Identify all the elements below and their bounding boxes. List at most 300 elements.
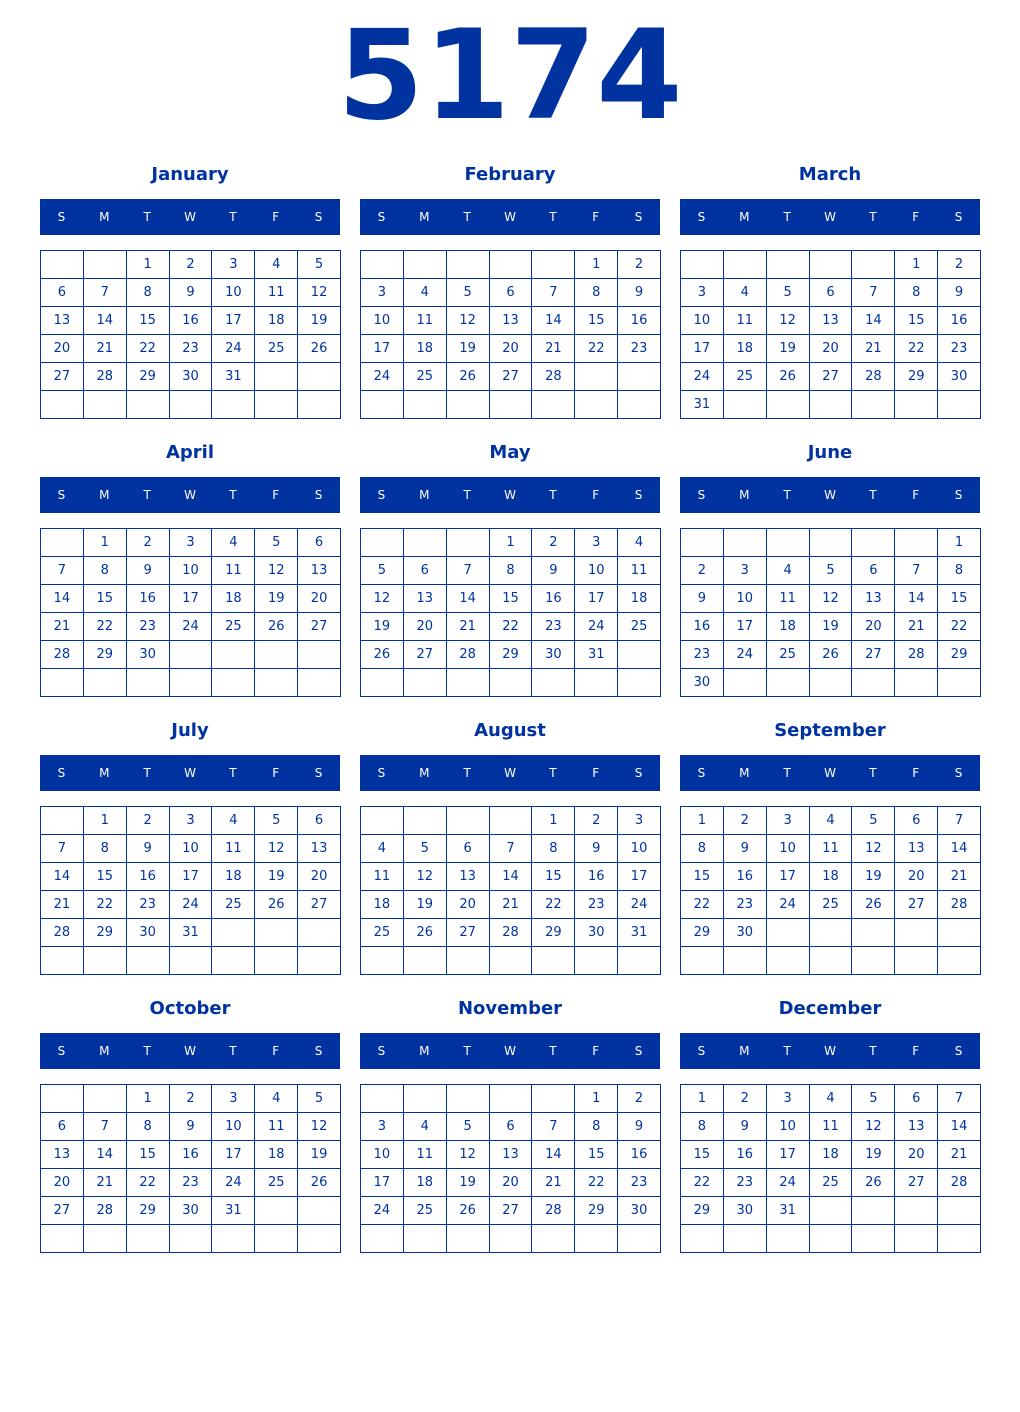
weekday-label: S — [697, 1044, 706, 1058]
empty-day-cell — [41, 947, 84, 975]
day-cell: 13 — [41, 307, 84, 335]
day-cell: 12 — [810, 585, 853, 613]
day-cell: 17 — [361, 335, 404, 363]
month-name: April — [165, 442, 215, 463]
weekday-label: T — [549, 210, 557, 224]
day-cell: 3 — [618, 807, 661, 835]
weekday-label: S — [314, 488, 323, 502]
day-cell: 21 — [41, 613, 84, 641]
day-cell: 17 — [212, 307, 255, 335]
empty-day-cell — [895, 529, 938, 557]
day-cell: 28 — [938, 1169, 981, 1197]
weekday-label: T — [229, 210, 237, 224]
weekday-label: S — [57, 766, 66, 780]
day-cell: 18 — [618, 585, 661, 613]
empty-day-cell — [532, 1225, 575, 1253]
day-cell: 5 — [852, 1085, 895, 1113]
day-cell: 7 — [41, 835, 84, 863]
day-cell: 25 — [810, 1169, 853, 1197]
empty-day-cell — [938, 1197, 981, 1225]
empty-day-cell — [618, 669, 661, 697]
weekday-label: F — [912, 766, 920, 780]
day-grid — [680, 806, 981, 975]
day-cell: 26 — [767, 363, 810, 391]
day-cell: 18 — [255, 1141, 298, 1169]
day-cell: 8 — [575, 1113, 618, 1141]
day-cell: 17 — [681, 335, 724, 363]
empty-day-cell — [575, 1225, 618, 1253]
weekday-label: W — [824, 210, 836, 224]
empty-day-cell — [298, 1197, 341, 1225]
day-cell: 27 — [41, 363, 84, 391]
empty-day-cell — [127, 947, 170, 975]
empty-day-cell — [170, 669, 213, 697]
weekday-label: S — [954, 488, 963, 502]
empty-day-cell — [532, 1085, 575, 1113]
day-cell: 29 — [127, 363, 170, 391]
empty-day-cell — [724, 1225, 767, 1253]
day-cell: 26 — [255, 891, 298, 919]
day-cell: 20 — [298, 585, 341, 613]
day-cell: 11 — [361, 863, 404, 891]
day-cell: 11 — [255, 1113, 298, 1141]
weekday-label: T — [229, 766, 237, 780]
day-cell: 24 — [212, 1169, 255, 1197]
empty-day-cell — [404, 1225, 447, 1253]
day-cell: 4 — [212, 807, 255, 835]
day-cell: 10 — [361, 307, 404, 335]
day-cell: 19 — [255, 863, 298, 891]
day-cell: 15 — [127, 1141, 170, 1169]
day-cell: 4 — [810, 1085, 853, 1113]
day-cell: 25 — [255, 335, 298, 363]
day-cell: 18 — [361, 891, 404, 919]
empty-day-cell — [212, 391, 255, 419]
day-cell: 18 — [212, 863, 255, 891]
day-cell: 15 — [938, 585, 981, 613]
weekday-label: T — [869, 210, 877, 224]
day-cell: 26 — [852, 891, 895, 919]
day-cell: 22 — [490, 613, 533, 641]
day-cell: 10 — [767, 835, 810, 863]
day-cell: 6 — [404, 557, 447, 585]
empty-day-cell — [895, 1197, 938, 1225]
empty-day-cell — [404, 807, 447, 835]
empty-day-cell — [852, 529, 895, 557]
day-cell: 20 — [852, 613, 895, 641]
weekday-label: W — [504, 1044, 516, 1058]
weekday-label: F — [592, 766, 600, 780]
day-grid — [680, 250, 981, 419]
day-cell: 16 — [938, 307, 981, 335]
day-cell: 15 — [575, 1141, 618, 1169]
empty-day-cell — [361, 529, 404, 557]
day-cell: 16 — [532, 585, 575, 613]
weekday-label: T — [229, 1044, 237, 1058]
empty-day-cell — [127, 669, 170, 697]
day-cell: 20 — [404, 613, 447, 641]
weekday-label: S — [634, 210, 643, 224]
day-cell: 21 — [447, 613, 490, 641]
day-cell: 21 — [84, 1169, 127, 1197]
day-cell: 27 — [810, 363, 853, 391]
day-cell: 19 — [298, 1141, 341, 1169]
day-cell: 19 — [447, 1169, 490, 1197]
day-cell: 24 — [361, 363, 404, 391]
empty-day-cell — [298, 919, 341, 947]
day-cell: 14 — [532, 307, 575, 335]
empty-day-cell — [298, 391, 341, 419]
weekday-header — [680, 755, 980, 791]
day-cell: 13 — [298, 557, 341, 585]
empty-day-cell — [810, 1225, 853, 1253]
day-cell: 28 — [895, 641, 938, 669]
day-cell: 1 — [532, 807, 575, 835]
empty-day-cell — [447, 391, 490, 419]
day-cell: 10 — [212, 1113, 255, 1141]
day-cell: 3 — [170, 529, 213, 557]
day-cell: 6 — [490, 1113, 533, 1141]
day-cell: 3 — [767, 1085, 810, 1113]
day-cell: 10 — [361, 1141, 404, 1169]
month-name: February — [464, 164, 556, 185]
day-cell: 21 — [895, 613, 938, 641]
day-cell: 12 — [404, 863, 447, 891]
weekday-label: T — [463, 488, 471, 502]
empty-day-cell — [724, 947, 767, 975]
day-cell: 26 — [404, 919, 447, 947]
empty-day-cell — [767, 391, 810, 419]
day-cell: 28 — [490, 919, 533, 947]
day-cell: 7 — [938, 1085, 981, 1113]
weekday-label: W — [184, 1044, 196, 1058]
day-cell: 29 — [895, 363, 938, 391]
day-cell: 6 — [298, 807, 341, 835]
empty-day-cell — [361, 251, 404, 279]
weekday-header — [680, 199, 980, 235]
empty-day-cell — [170, 947, 213, 975]
empty-day-cell — [532, 947, 575, 975]
day-cell: 14 — [84, 307, 127, 335]
day-cell: 16 — [724, 863, 767, 891]
day-cell: 10 — [212, 279, 255, 307]
day-cell: 17 — [767, 863, 810, 891]
day-cell: 2 — [938, 251, 981, 279]
day-cell: 21 — [490, 891, 533, 919]
weekday-label: S — [697, 210, 706, 224]
empty-day-cell — [447, 529, 490, 557]
day-cell: 7 — [895, 557, 938, 585]
day-cell: 14 — [532, 1141, 575, 1169]
day-cell: 1 — [84, 529, 127, 557]
day-cell: 10 — [724, 585, 767, 613]
day-cell: 8 — [490, 557, 533, 585]
month-name: December — [778, 998, 882, 1019]
day-cell: 31 — [767, 1197, 810, 1225]
day-cell: 23 — [724, 891, 767, 919]
day-cell: 23 — [127, 891, 170, 919]
day-cell: 10 — [170, 557, 213, 585]
empty-day-cell — [127, 1225, 170, 1253]
day-grid — [680, 528, 981, 697]
day-cell: 31 — [212, 1197, 255, 1225]
day-cell: 15 — [490, 585, 533, 613]
day-cell: 17 — [170, 863, 213, 891]
day-cell: 4 — [255, 251, 298, 279]
weekday-label: T — [783, 488, 791, 502]
month-name: March — [798, 164, 862, 185]
day-cell: 5 — [447, 279, 490, 307]
weekday-label: S — [57, 488, 66, 502]
empty-day-cell — [490, 669, 533, 697]
day-cell: 19 — [447, 335, 490, 363]
empty-day-cell — [490, 1085, 533, 1113]
weekday-label: W — [504, 766, 516, 780]
day-cell: 8 — [532, 835, 575, 863]
weekday-label: T — [143, 766, 151, 780]
weekday-label: T — [869, 766, 877, 780]
month-name: July — [171, 720, 209, 741]
day-cell: 29 — [681, 1197, 724, 1225]
day-cell: 2 — [724, 807, 767, 835]
day-cell: 17 — [170, 585, 213, 613]
empty-day-cell — [361, 669, 404, 697]
day-cell: 28 — [447, 641, 490, 669]
day-cell: 8 — [127, 1113, 170, 1141]
day-cell: 6 — [810, 279, 853, 307]
weekday-label: M — [99, 766, 110, 780]
day-cell: 3 — [361, 279, 404, 307]
empty-day-cell — [361, 391, 404, 419]
empty-day-cell — [810, 947, 853, 975]
day-cell: 28 — [84, 363, 127, 391]
weekday-label: T — [783, 766, 791, 780]
day-cell: 2 — [681, 557, 724, 585]
weekday-label: T — [463, 1044, 471, 1058]
day-cell: 18 — [810, 1141, 853, 1169]
empty-day-cell — [447, 1085, 490, 1113]
weekday-label: S — [634, 766, 643, 780]
day-cell: 18 — [767, 613, 810, 641]
day-cell: 15 — [532, 863, 575, 891]
day-cell: 9 — [618, 279, 661, 307]
day-cell: 21 — [852, 335, 895, 363]
empty-day-cell — [767, 947, 810, 975]
day-cell: 8 — [681, 1113, 724, 1141]
day-cell: 1 — [895, 251, 938, 279]
day-cell: 17 — [767, 1141, 810, 1169]
day-cell: 9 — [724, 1113, 767, 1141]
day-cell: 10 — [681, 307, 724, 335]
day-cell: 11 — [810, 835, 853, 863]
day-cell: 29 — [127, 1197, 170, 1225]
day-cell: 14 — [852, 307, 895, 335]
weekday-label: T — [783, 1044, 791, 1058]
weekday-label: S — [314, 210, 323, 224]
day-cell: 9 — [170, 1113, 213, 1141]
day-cell: 13 — [895, 835, 938, 863]
empty-day-cell — [490, 1225, 533, 1253]
empty-day-cell — [895, 391, 938, 419]
day-cell: 29 — [681, 919, 724, 947]
day-cell: 30 — [724, 919, 767, 947]
weekday-label: M — [739, 1044, 750, 1058]
month-name: June — [807, 442, 853, 463]
day-cell: 12 — [361, 585, 404, 613]
day-cell: 7 — [532, 279, 575, 307]
weekday-label: W — [824, 488, 836, 502]
empty-day-cell — [255, 947, 298, 975]
empty-day-cell — [895, 947, 938, 975]
empty-day-cell — [681, 251, 724, 279]
empty-day-cell — [681, 1225, 724, 1253]
day-cell: 3 — [767, 807, 810, 835]
weekday-label: S — [634, 1044, 643, 1058]
weekday-label: M — [739, 210, 750, 224]
empty-day-cell — [84, 391, 127, 419]
day-cell: 16 — [724, 1141, 767, 1169]
day-cell: 30 — [938, 363, 981, 391]
day-cell: 19 — [404, 891, 447, 919]
weekday-label: T — [463, 766, 471, 780]
day-cell: 21 — [532, 1169, 575, 1197]
day-cell: 2 — [532, 529, 575, 557]
day-cell: 17 — [724, 613, 767, 641]
weekday-label: M — [739, 488, 750, 502]
empty-day-cell — [852, 669, 895, 697]
day-cell: 19 — [767, 335, 810, 363]
day-cell: 12 — [852, 1113, 895, 1141]
empty-day-cell — [618, 641, 661, 669]
empty-day-cell — [212, 1225, 255, 1253]
day-cell: 23 — [127, 613, 170, 641]
weekday-label: T — [143, 488, 151, 502]
day-cell: 16 — [618, 307, 661, 335]
day-cell: 22 — [532, 891, 575, 919]
day-cell: 7 — [84, 279, 127, 307]
empty-day-cell — [41, 251, 84, 279]
weekday-label: F — [272, 1044, 280, 1058]
empty-day-cell — [767, 919, 810, 947]
day-cell: 30 — [681, 669, 724, 697]
day-cell: 11 — [255, 279, 298, 307]
empty-day-cell — [490, 391, 533, 419]
weekday-label: S — [377, 766, 386, 780]
day-cell: 8 — [127, 279, 170, 307]
day-cell: 22 — [895, 335, 938, 363]
weekday-label: M — [99, 1044, 110, 1058]
month-name: August — [474, 720, 546, 741]
day-cell: 24 — [767, 891, 810, 919]
weekday-label: T — [549, 488, 557, 502]
day-cell: 19 — [852, 863, 895, 891]
weekday-label: S — [377, 210, 386, 224]
empty-day-cell — [298, 641, 341, 669]
empty-day-cell — [255, 363, 298, 391]
day-cell: 4 — [212, 529, 255, 557]
day-cell: 24 — [681, 363, 724, 391]
day-cell: 22 — [127, 335, 170, 363]
day-grid — [40, 528, 341, 697]
empty-day-cell — [404, 947, 447, 975]
day-cell: 13 — [895, 1113, 938, 1141]
empty-day-cell — [852, 1225, 895, 1253]
day-grid — [360, 250, 661, 419]
day-cell: 14 — [84, 1141, 127, 1169]
empty-day-cell — [127, 391, 170, 419]
day-cell: 4 — [767, 557, 810, 585]
day-cell: 25 — [724, 363, 767, 391]
day-cell: 10 — [618, 835, 661, 863]
empty-day-cell — [532, 391, 575, 419]
empty-day-cell — [212, 947, 255, 975]
day-cell: 7 — [41, 557, 84, 585]
day-cell: 2 — [618, 1085, 661, 1113]
day-cell: 28 — [41, 641, 84, 669]
day-cell: 6 — [895, 807, 938, 835]
day-cell: 6 — [490, 279, 533, 307]
day-cell: 13 — [447, 863, 490, 891]
day-cell: 4 — [255, 1085, 298, 1113]
weekday-label: W — [824, 766, 836, 780]
weekday-label: S — [314, 766, 323, 780]
day-cell: 27 — [298, 613, 341, 641]
weekday-label: T — [869, 1044, 877, 1058]
weekday-label: W — [504, 210, 516, 224]
empty-day-cell — [255, 1225, 298, 1253]
empty-day-cell — [404, 251, 447, 279]
day-cell: 16 — [170, 1141, 213, 1169]
day-cell: 6 — [895, 1085, 938, 1113]
day-cell: 24 — [575, 613, 618, 641]
weekday-label: F — [272, 766, 280, 780]
day-cell: 8 — [84, 557, 127, 585]
weekday-label: M — [419, 488, 430, 502]
empty-day-cell — [724, 391, 767, 419]
weekday-label: M — [99, 210, 110, 224]
day-cell: 2 — [170, 1085, 213, 1113]
weekday-label: F — [272, 210, 280, 224]
day-cell: 5 — [298, 1085, 341, 1113]
empty-day-cell — [938, 947, 981, 975]
day-cell: 13 — [852, 585, 895, 613]
empty-day-cell — [298, 1225, 341, 1253]
day-cell: 29 — [84, 919, 127, 947]
day-cell: 15 — [127, 307, 170, 335]
day-cell: 31 — [575, 641, 618, 669]
day-cell: 2 — [618, 251, 661, 279]
day-cell: 22 — [575, 335, 618, 363]
day-cell: 10 — [767, 1113, 810, 1141]
day-cell: 2 — [575, 807, 618, 835]
day-cell: 12 — [767, 307, 810, 335]
weekday-label: F — [912, 488, 920, 502]
empty-day-cell — [810, 391, 853, 419]
day-cell: 5 — [767, 279, 810, 307]
empty-day-cell — [212, 669, 255, 697]
weekday-label: T — [463, 210, 471, 224]
empty-day-cell — [41, 391, 84, 419]
day-cell: 31 — [618, 919, 661, 947]
weekday-label: S — [57, 210, 66, 224]
day-cell: 18 — [404, 335, 447, 363]
empty-day-cell — [895, 669, 938, 697]
empty-day-cell — [681, 947, 724, 975]
empty-day-cell — [532, 669, 575, 697]
day-cell: 7 — [938, 807, 981, 835]
day-cell: 30 — [127, 641, 170, 669]
day-cell: 28 — [852, 363, 895, 391]
